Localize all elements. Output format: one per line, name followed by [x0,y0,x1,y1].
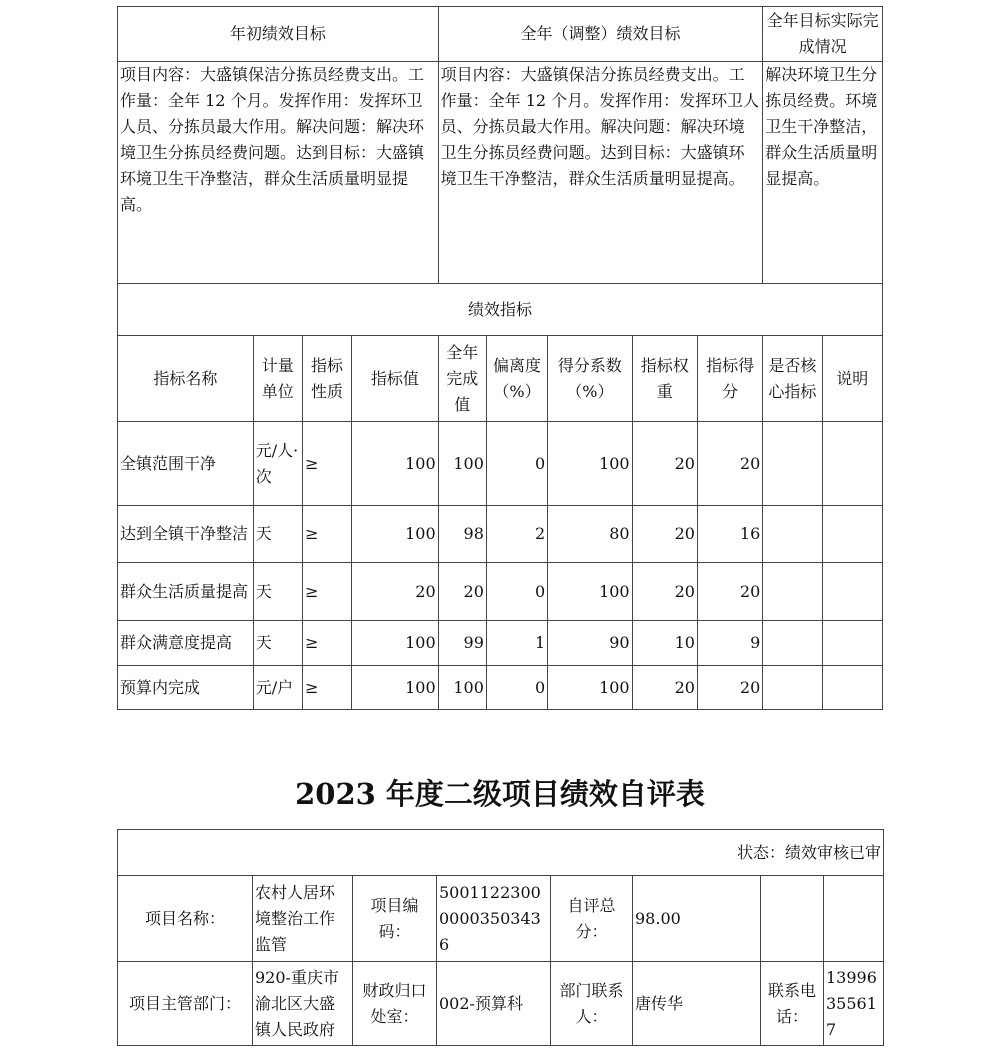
indicator-weight: 20 [632,563,697,621]
initial-goal-text: 项目内容：大盛镇保洁分拣员经费支出。工作量：全年 12 个月。发挥作用：发挥环卫人员、分拣员最大作用。解决问题：解决环境卫生分拣员经费问题。达到目标：大盛镇环境卫生干净整洁，群众生活质量明显提高。 [118,62,439,284]
indicator-deviation: 1 [486,621,547,666]
indicator-target: 100 [352,666,438,710]
col-header: 是否核心指标 [763,336,822,422]
indicator-core [763,422,822,506]
finance-label: 财政归口处室： [353,962,437,1046]
indicators-section-title: 绩效指标 [118,284,883,336]
indicator-deviation: 2 [486,506,547,563]
indicator-note [822,563,882,621]
table-row [118,621,883,666]
indicator-weight: 20 [632,506,697,563]
self-evaluation-form [117,829,884,1046]
contact-value: 唐传华 [633,962,761,1046]
indicator-note [822,666,882,710]
indicator-deviation: 0 [486,422,547,506]
performance-goals-table [117,6,883,710]
indicator-core [763,621,822,666]
indicator-coefficient: 80 [548,506,632,563]
indicator-name: 群众生活质量提高 [118,563,254,621]
dept-label: 项目主管部门： [118,962,253,1046]
indicator-coefficient: 100 [548,563,632,621]
indicator-unit: 元/人·次 [253,422,302,506]
indicator-weight: 20 [632,422,697,506]
indicator-score: 20 [697,563,762,621]
indicator-unit: 天 [253,563,302,621]
col-header: 全年完成值 [438,336,486,422]
indicator-deviation: 0 [486,666,547,710]
empty-cell [824,876,884,962]
indicator-coefficient: 100 [548,666,632,710]
adjusted-goal-text: 项目内容：大盛镇保洁分拣员经费支出。工作量：全年 12 个月。发挥作用：发挥环卫人员、分拣员最大作用。解决问题：解决环境卫生分拣员经费问题。达到目标：大盛镇环境卫生干净整洁，群众生活质量明显提高。 [438,62,763,284]
indicator-actual: 100 [438,666,486,710]
indicator-note [822,506,882,563]
page-title: 2023 年度二级项目绩效自评表 [295,777,705,811]
indicator-actual: 99 [438,621,486,666]
finance-value: 002-预算科 [437,962,551,1046]
indicator-score: 20 [697,422,762,506]
indicator-deviation: 0 [486,563,547,621]
project-name-label: 项目名称： [118,876,253,962]
project-name-value: 农村人居环境整治工作监管 [253,876,353,962]
indicator-actual: 20 [438,563,486,621]
project-code-label: 项目编码： [353,876,437,962]
empty-cell [761,876,824,962]
indicator-coefficient: 100 [548,422,632,506]
col-header: 指标性质 [302,336,351,422]
indicator-unit: 天 [253,506,302,563]
project-code-value: 500112230000003503436 [437,876,551,962]
indicators-header-row [118,336,883,422]
initial-goal-header: 年初绩效目标 [118,7,439,62]
col-header: 指标值 [352,336,438,422]
indicator-note [822,422,882,506]
actual-completion-header: 全年目标实际完成情况 [763,7,883,62]
table-row [118,506,883,563]
indicator-nature: ≥ [302,506,351,563]
col-header: 计量单位 [253,336,302,422]
indicator-note [822,621,882,666]
self-score-label: 自评总分： [551,876,633,962]
col-header: 得分系数（%） [548,336,632,422]
indicator-name: 群众满意度提高 [118,621,254,666]
table-row [118,666,883,710]
indicator-coefficient: 90 [548,621,632,666]
status-text: 状态：绩效审核已审 [118,830,884,876]
table-row [118,422,883,506]
indicator-target: 100 [352,422,438,506]
indicator-nature: ≥ [302,621,351,666]
indicator-target: 100 [352,506,438,563]
indicator-target: 20 [352,563,438,621]
indicator-score: 16 [697,506,762,563]
indicator-name: 预算内完成 [118,666,254,710]
indicator-score: 9 [697,621,762,666]
dept-value: 920-重庆市渝北区大盛镇人民政府 [253,962,353,1046]
contact-label: 部门联系人： [551,962,633,1046]
indicator-core [763,563,822,621]
indicator-name: 全镇范围干净 [118,422,254,506]
phone-value: 13996355617 [824,962,884,1046]
col-header: 指标得分 [697,336,762,422]
indicator-weight: 10 [632,621,697,666]
indicator-core [763,506,822,563]
phone-label: 联系电话： [761,962,824,1046]
adjusted-goal-header: 全年（调整）绩效目标 [438,7,763,62]
col-header: 指标名称 [118,336,254,422]
indicator-actual: 98 [438,506,486,563]
col-header: 说明 [822,336,882,422]
indicator-target: 100 [352,621,438,666]
col-header: 指标权重 [632,336,697,422]
table-row [118,563,883,621]
indicator-score: 20 [697,666,762,710]
indicator-unit: 元/户 [253,666,302,710]
indicator-nature: ≥ [302,563,351,621]
indicator-core [763,666,822,710]
indicator-nature: ≥ [302,422,351,506]
indicator-unit: 天 [253,621,302,666]
indicator-actual: 100 [438,422,486,506]
self-score-value: 98.00 [633,876,761,962]
col-header: 偏离度（%） [486,336,547,422]
indicator-weight: 20 [632,666,697,710]
actual-completion-text: 解决环境卫生分拣员经费。环境卫生干净整洁，群众生活质量明显提高。 [763,62,883,284]
indicator-nature: ≥ [302,666,351,710]
indicator-name: 达到全镇干净整洁 [118,506,254,563]
